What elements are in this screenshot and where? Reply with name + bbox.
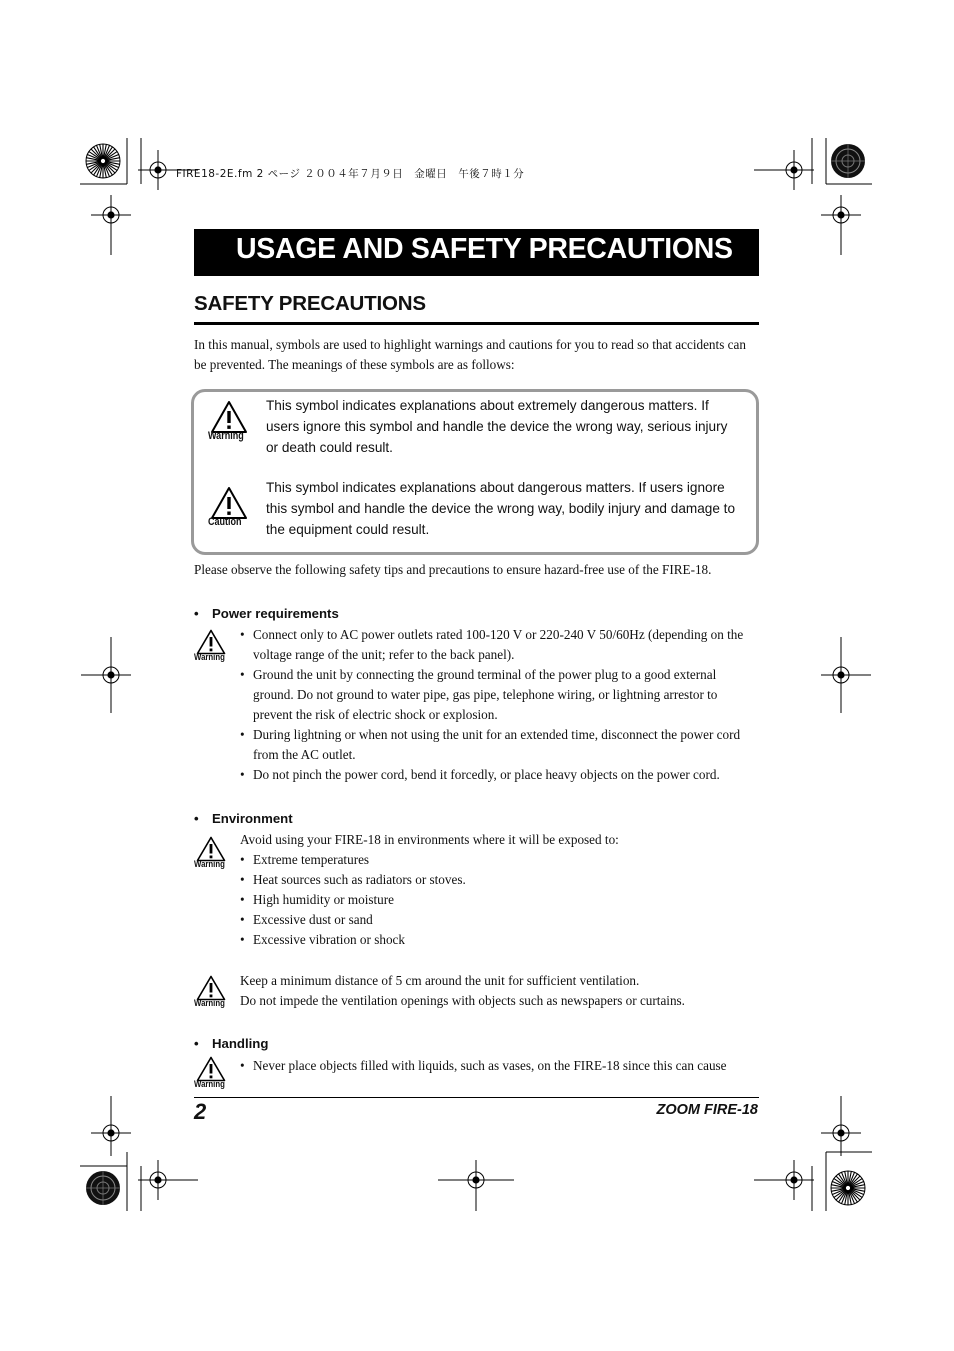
list-item (240, 870, 760, 890)
warning-icon-label: Warning (194, 859, 225, 870)
handling-heading (194, 1036, 494, 1054)
page-number: 2 (194, 1099, 207, 1124)
environment-lead: Avoid using your FIRE-18 in environments where it will be exposed to: (240, 832, 619, 847)
warning-icon-label: Warning (208, 430, 244, 442)
list-item-text: Heat sources such as radiators or stoves. (253, 872, 466, 887)
list-item-text: Excessive dust or sand (253, 912, 373, 927)
list-item (240, 665, 760, 725)
power-list (240, 625, 760, 785)
list-item-text: Ground the unit by connecting the ground terminal of the power plug to a good external ground. Do not ground to water pipe, gas pipe, telephone wiring, or lightning arrestor to prevent the risk of electric shock or explosion. (253, 667, 718, 722)
ventilation-line-2: Do not impede the ventilation openings with objects such as newspapers or curtains. (240, 993, 685, 1008)
bullet: • (194, 811, 199, 826)
bullet: • (194, 606, 199, 621)
list-item-text: Extreme temperatures (253, 852, 370, 867)
list-item (240, 850, 760, 870)
section-title: SAFETY PRECAUTIONS (194, 292, 426, 315)
power-heading (194, 606, 494, 624)
list-item-text: Connect only to AC power outlets rated 100-120 V or 220-240 V 50/60Hz (depending on the voltage range of the unit; refer to the back panel). (253, 627, 744, 662)
caution-icon (210, 486, 248, 520)
bullet: • (240, 932, 245, 947)
list-item (240, 625, 760, 665)
warning-description: This symbol indicates explanations about extremely dangerous matters. If users ignore this symbol and handle the device the wrong way, serious injury or death could result. (266, 398, 728, 455)
list-item (240, 765, 760, 785)
list-item (240, 890, 760, 910)
list-item (240, 930, 760, 950)
warning-icon (210, 400, 248, 434)
bullet: • (240, 627, 245, 642)
bullet: • (240, 852, 245, 867)
list-item-text: High humidity or moisture (253, 892, 395, 907)
warning-icon-label: Warning (194, 1079, 225, 1090)
environment-heading (194, 811, 494, 829)
bullet: • (240, 767, 245, 782)
footer-rule (194, 1097, 759, 1098)
list-item-text: Do not pinch the power cord, bend it forcedly, or place heavy objects on the power cord. (253, 767, 720, 782)
page-title: USAGE AND SAFETY PRECAUTIONS (236, 233, 733, 265)
bullet: • (240, 727, 245, 742)
environment-list (240, 850, 760, 950)
environment-heading-label: Environment (212, 811, 293, 826)
bullet: • (240, 892, 245, 907)
bullet: • (194, 1036, 199, 1051)
intro-paragraph: In this manual, symbols are used to highlight warnings and cautions for you to read so that accidents can be prevented. The meanings of these symbols are as follows: (194, 337, 746, 372)
footer-brand: ZOOM FIRE-18 (656, 1102, 758, 1118)
warning-icon-label: Warning (194, 652, 225, 663)
warning-icon-label: Warning (194, 998, 225, 1009)
ventilation-line-1: Keep a minimum distance of 5 cm around the unit for sufficient ventilation. (240, 973, 640, 988)
observe-paragraph: Please observe the following safety tips and precautions to ensure hazard-free use of the FIRE-18. (194, 562, 712, 577)
page-title-bar (194, 229, 759, 276)
list-item-text: Excessive vibration or shock (253, 932, 405, 947)
list-item-text: During lightning or when not using the unit for an extended time, disconnect the power cord from the AC outlet. (253, 727, 741, 762)
list-item (240, 910, 760, 930)
print-header: FIRE18-2E.fm 2 ページ ２００４年７月９日 金曜日 午後７時１分 (176, 168, 525, 180)
power-heading-label: Power requirements (212, 606, 339, 621)
caution-icon-label: Caution (208, 516, 242, 528)
list-item-text: Never place objects filled with liquids, such as vases, on the FIRE-18 since this can cause (253, 1058, 727, 1073)
list-item (240, 725, 760, 765)
caution-description: This symbol indicates explanations about dangerous matters. If users ignore this symbol and handle the device the wrong way, bodily injury and damage to the equipment could result. (266, 480, 736, 537)
bullet: • (240, 667, 245, 682)
bullet: • (240, 912, 245, 927)
bullet: • (240, 872, 245, 887)
list-item (240, 1056, 760, 1076)
handling-heading-label: Handling (212, 1036, 269, 1051)
section-rule (194, 322, 759, 325)
handling-list (240, 1056, 760, 1076)
bullet: • (240, 1058, 245, 1073)
